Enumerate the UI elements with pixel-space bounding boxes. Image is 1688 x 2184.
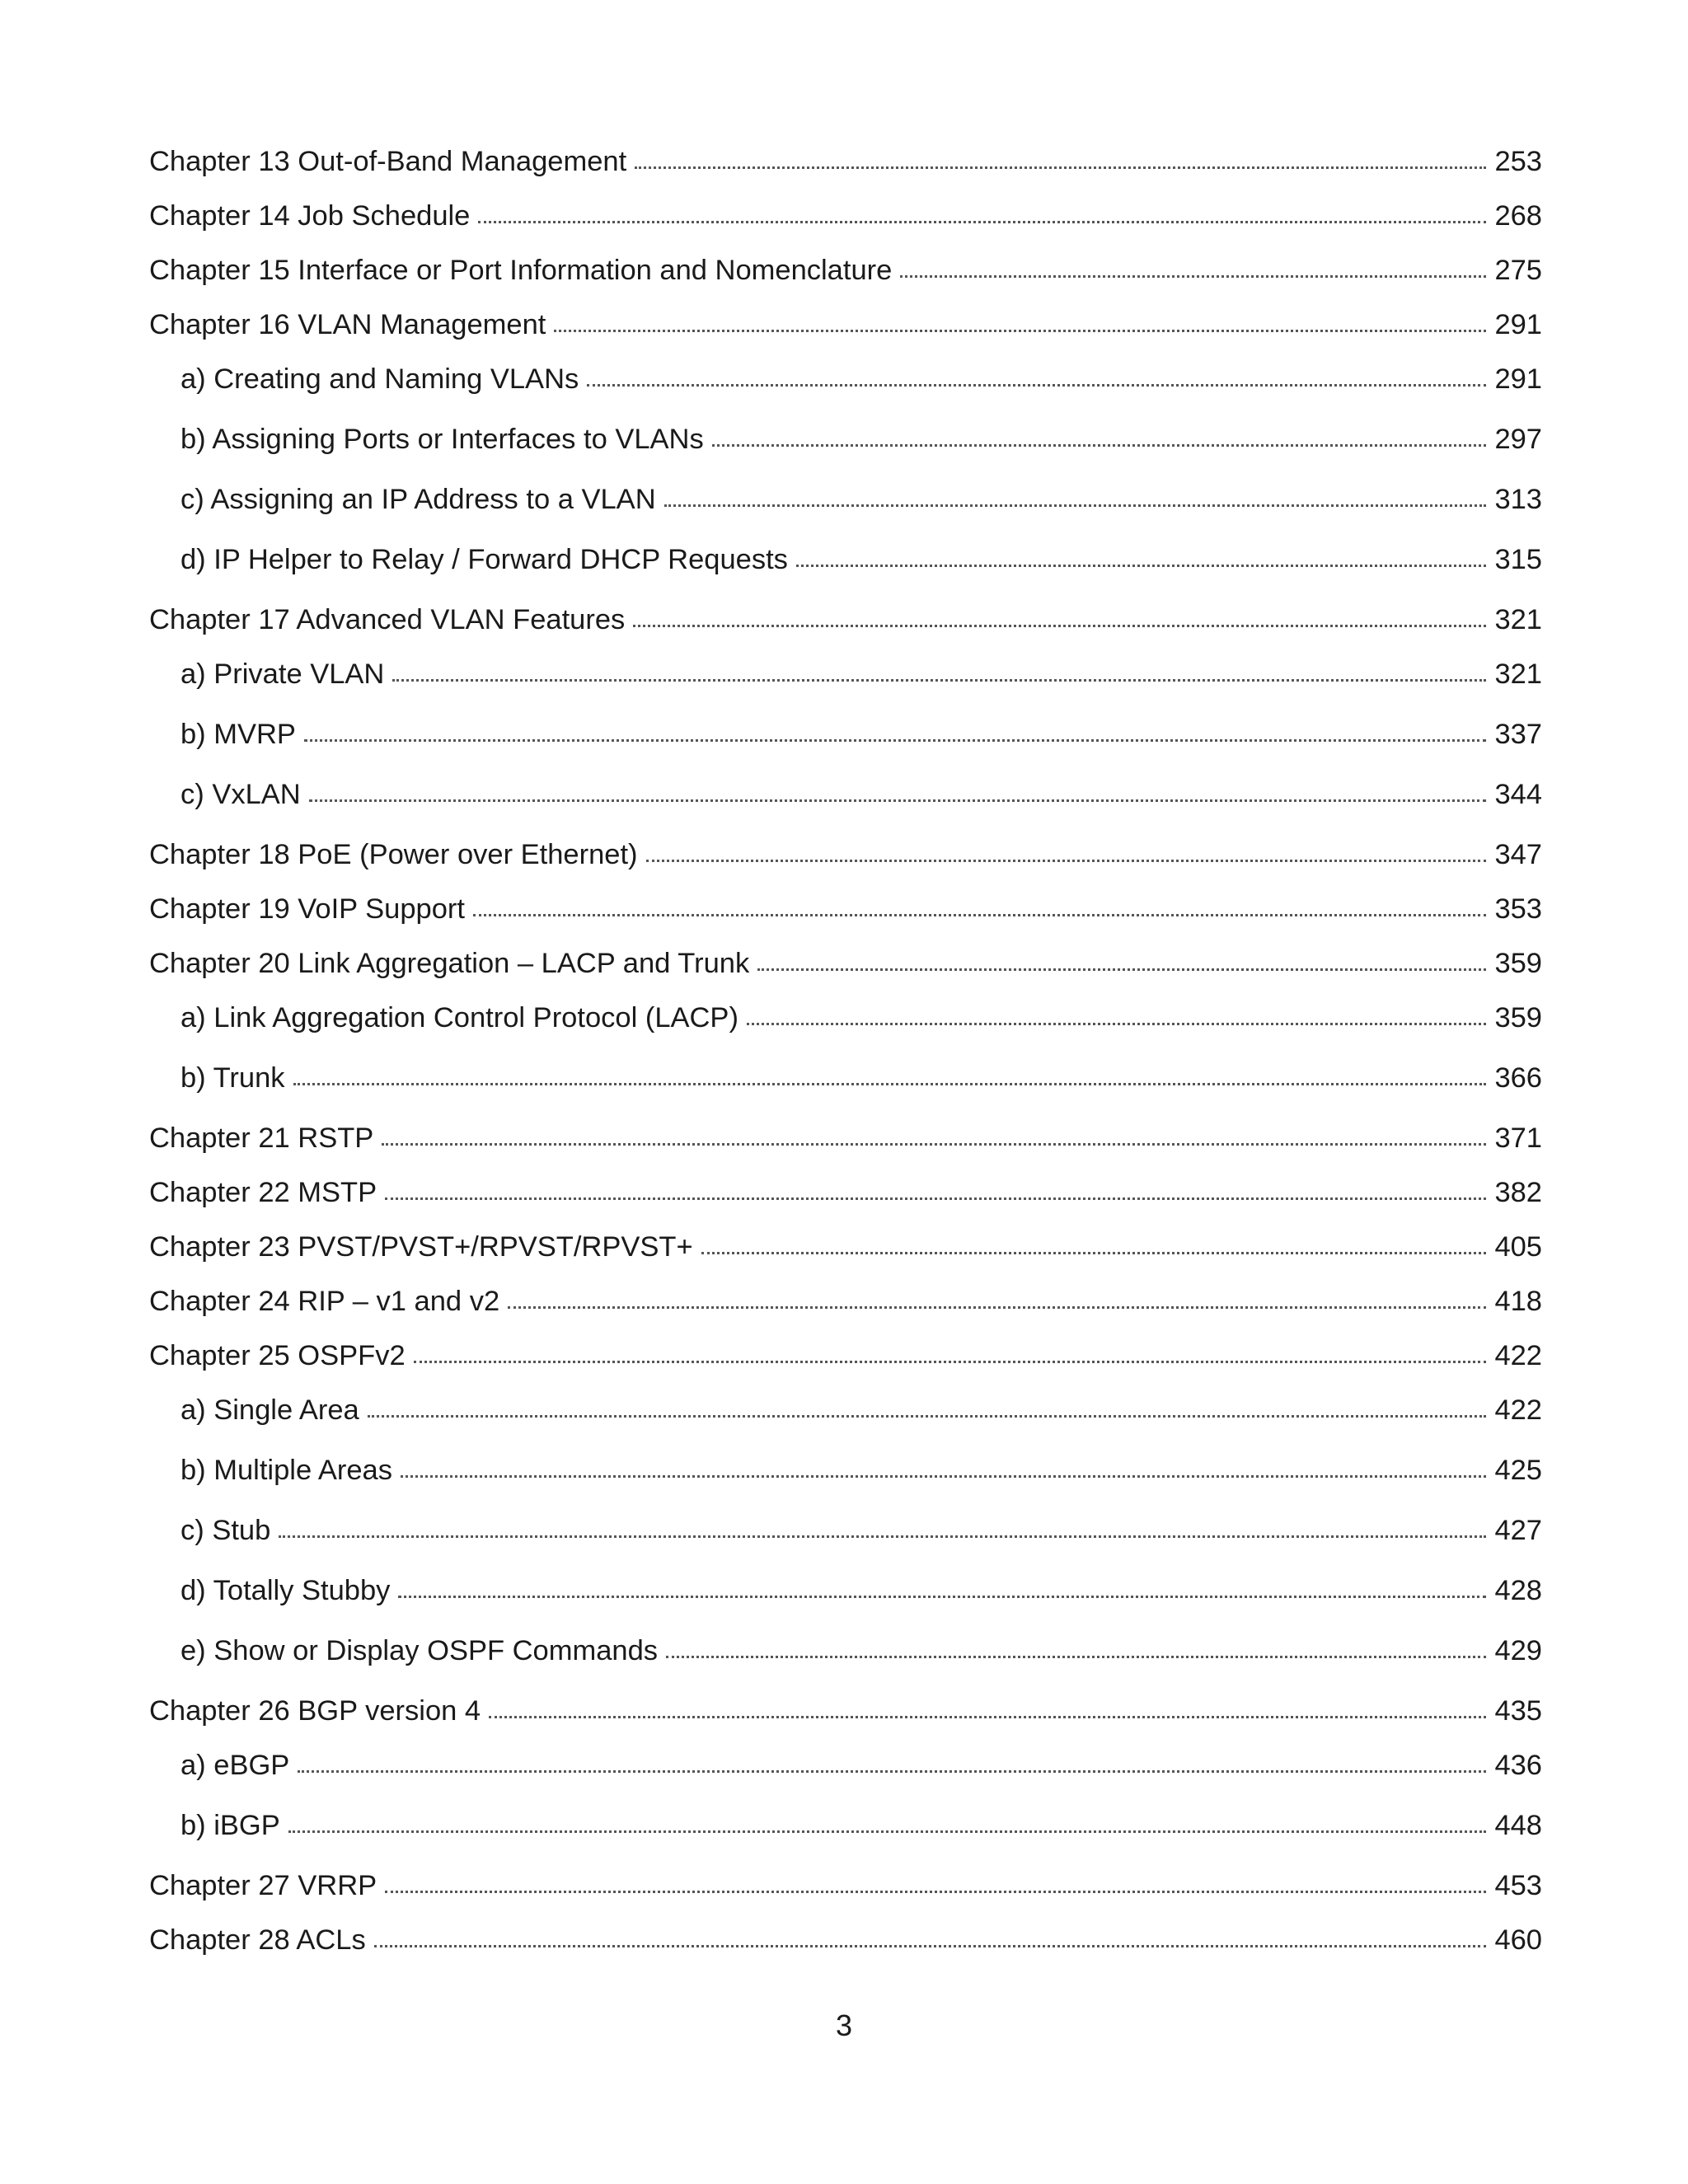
toc-chapter-entry[interactable]	[149, 308, 1542, 363]
toc-chapter-entry[interactable]	[149, 1176, 1542, 1230]
toc-dot-leader	[664, 493, 1487, 507]
toc-entry-page-number: 268	[1494, 200, 1542, 232]
toc-entry-page-number: 321	[1494, 658, 1542, 690]
toc-entry-title: Chapter 17 Advanced VLAN Features	[149, 603, 630, 637]
toc-entry-page-number: 429	[1494, 1635, 1542, 1666]
toc-entry-title: Chapter 24 RIP – v1 and v2	[149, 1285, 504, 1319]
toc-dot-leader	[288, 1819, 1487, 1833]
toc-entry-title: Chapter 15 Interface or Port Information and Nomenclature	[149, 254, 897, 288]
toc-chapter-entry[interactable]	[149, 145, 1542, 199]
toc-dot-leader	[701, 1240, 1487, 1254]
toc-dot-leader	[392, 668, 1486, 682]
toc-chapter-entry[interactable]	[149, 254, 1542, 308]
toc-entry-title: b) Multiple Areas	[181, 1454, 397, 1488]
toc-entry-page-number: 359	[1494, 1002, 1542, 1033]
toc-section-entry[interactable]	[149, 718, 1542, 778]
toc-section-entry[interactable]	[149, 1574, 1542, 1634]
toc-entry-title: b) MVRP	[181, 718, 301, 752]
toc-chapter-entry[interactable]	[149, 1122, 1542, 1176]
toc-section-entry[interactable]	[149, 1634, 1542, 1694]
toc-entry-title: c) Assigning an IP Address to a VLAN	[181, 483, 661, 517]
toc-chapter-entry[interactable]	[149, 1924, 1542, 1978]
toc-entry-title: a) Single Area	[181, 1394, 364, 1427]
toc-entry-page-number: 366	[1494, 1062, 1542, 1094]
toc-dot-leader	[635, 155, 1486, 169]
toc-entry-title: c) VxLAN	[181, 778, 306, 812]
toc-chapter-entry[interactable]	[149, 838, 1542, 893]
toc-entry-page-number: 435	[1494, 1695, 1542, 1727]
toc-entry-title: d) Totally Stubby	[181, 1574, 395, 1608]
toc-section-entry[interactable]	[149, 1001, 1542, 1062]
toc-chapter-entry[interactable]	[149, 893, 1542, 947]
toc-dot-leader	[309, 788, 1487, 802]
toc-entry-title: b) Trunk	[181, 1062, 290, 1095]
toc-section-entry[interactable]	[149, 1062, 1542, 1122]
toc-entry-page-number: 371	[1494, 1122, 1542, 1154]
toc-chapter-entry[interactable]	[149, 1285, 1542, 1339]
toc-chapter-entry[interactable]	[149, 1694, 1542, 1749]
toc-entry-title: Chapter 23 PVST/PVST+/RPVST/RPVST+	[149, 1230, 698, 1264]
toc-entry-page-number: 291	[1494, 363, 1542, 395]
toc-entry-title: d) IP Helper to Relay / Forward DHCP Requests	[181, 543, 793, 577]
toc-dot-leader	[368, 1404, 1487, 1418]
toc-dot-leader	[666, 1644, 1486, 1658]
toc-dot-leader	[382, 1132, 1486, 1146]
toc-chapter-entry[interactable]	[149, 1869, 1542, 1924]
toc-dot-leader	[473, 902, 1486, 916]
toc-entry-page-number: 297	[1494, 424, 1542, 455]
toc-section-entry[interactable]	[149, 543, 1542, 603]
toc-dot-leader	[900, 264, 1486, 278]
toc-dot-leader	[489, 1704, 1486, 1718]
toc-dot-leader	[757, 957, 1486, 971]
toc-entry-page-number: 453	[1494, 1870, 1542, 1901]
toc-section-entry[interactable]	[149, 1514, 1542, 1574]
toc-dot-leader	[646, 848, 1487, 862]
toc-entry-page-number: 422	[1494, 1394, 1542, 1426]
toc-entry-title: Chapter 14 Job Schedule	[149, 199, 475, 233]
toc-entry-title: Chapter 27 VRRP	[149, 1869, 382, 1903]
toc-section-entry[interactable]	[149, 363, 1542, 423]
toc-entry-title: Chapter 13 Out-of-Band Management	[149, 145, 631, 179]
toc-dot-leader	[587, 373, 1486, 387]
toc-section-entry[interactable]	[149, 658, 1542, 718]
toc-entry-title: Chapter 16 VLAN Management	[149, 308, 551, 342]
toc-dot-leader	[401, 1464, 1486, 1478]
toc-entry-title: b) iBGP	[181, 1809, 285, 1843]
toc-dot-leader	[712, 433, 1487, 447]
toc-entry-page-number: 418	[1494, 1286, 1542, 1317]
toc-dot-leader	[747, 1011, 1487, 1025]
toc-entry-page-number: 359	[1494, 948, 1542, 979]
toc-entry-title: a) eBGP	[181, 1749, 294, 1783]
toc-entry-page-number: 382	[1494, 1177, 1542, 1208]
toc-dot-leader	[796, 553, 1487, 567]
toc-dot-leader	[554, 318, 1486, 332]
toc-dot-leader	[633, 613, 1486, 627]
toc-section-entry[interactable]	[149, 1454, 1542, 1514]
page-number: 3	[835, 2008, 853, 2042]
toc-section-entry[interactable]	[149, 1809, 1542, 1869]
toc-dot-leader	[293, 1071, 1487, 1085]
toc-section-entry[interactable]	[149, 1749, 1542, 1809]
toc-dot-leader	[374, 1933, 1487, 1947]
toc-entry-page-number: 353	[1494, 893, 1542, 925]
toc-entry-page-number: 291	[1494, 309, 1542, 340]
toc-entry-page-number: 436	[1494, 1750, 1542, 1781]
toc-entry-page-number: 448	[1494, 1810, 1542, 1841]
toc-chapter-entry[interactable]	[149, 603, 1542, 658]
toc-chapter-entry[interactable]	[149, 199, 1542, 254]
toc-dot-leader	[385, 1879, 1486, 1893]
toc-section-entry[interactable]	[149, 483, 1542, 543]
toc-entry-title: Chapter 25 OSPFv2	[149, 1339, 410, 1373]
toc-entry-title: a) Creating and Naming VLANs	[181, 363, 584, 396]
toc-dot-leader	[508, 1295, 1486, 1309]
toc-dot-leader	[385, 1186, 1486, 1200]
toc-entry-page-number: 313	[1494, 484, 1542, 515]
table-of-contents	[149, 145, 1542, 1978]
toc-entry-page-number: 422	[1494, 1340, 1542, 1371]
toc-section-entry[interactable]	[149, 1394, 1542, 1454]
toc-dot-leader	[398, 1584, 1486, 1598]
toc-entry-page-number: 425	[1494, 1455, 1542, 1486]
toc-entry-title: b) Assigning Ports or Interfaces to VLANs	[181, 423, 709, 457]
toc-section-entry[interactable]	[149, 778, 1542, 838]
toc-dot-leader	[304, 728, 1487, 742]
toc-chapter-entry[interactable]	[149, 947, 1542, 1001]
toc-entry-title: Chapter 28 ACLs	[149, 1924, 371, 1957]
toc-entry-title: Chapter 18 PoE (Power over Ethernet)	[149, 838, 643, 872]
toc-entry-title: Chapter 19 VoIP Support	[149, 893, 470, 926]
toc-entry-page-number: 427	[1494, 1515, 1542, 1546]
toc-entry-title: Chapter 26 BGP version 4	[149, 1694, 485, 1728]
toc-dot-leader	[414, 1349, 1487, 1363]
toc-entry-title: a) Link Aggregation Control Protocol (LACP)	[181, 1001, 743, 1035]
toc-entry-page-number: 315	[1494, 544, 1542, 575]
toc-entry-title: a) Private VLAN	[181, 658, 389, 691]
toc-dot-leader	[478, 209, 1486, 223]
toc-dot-leader	[279, 1524, 1486, 1538]
toc-chapter-entry[interactable]	[149, 1339, 1542, 1394]
toc-entry-title: Chapter 21 RSTP	[149, 1122, 378, 1155]
toc-entry-title: c) Stub	[181, 1514, 275, 1548]
toc-entry-title: Chapter 20 Link Aggregation – LACP and Trunk	[149, 947, 754, 981]
toc-entry-page-number: 321	[1494, 604, 1542, 635]
toc-entry-page-number: 253	[1494, 146, 1542, 177]
toc-chapter-entry[interactable]	[149, 1230, 1542, 1285]
toc-entry-page-number: 337	[1494, 719, 1542, 750]
toc-entry-page-number: 344	[1494, 779, 1542, 810]
toc-entry-page-number: 275	[1494, 255, 1542, 286]
toc-section-entry[interactable]	[149, 423, 1542, 483]
toc-entry-page-number: 428	[1494, 1575, 1542, 1606]
toc-entry-page-number: 347	[1494, 839, 1542, 870]
toc-entry-page-number: 460	[1494, 1924, 1542, 1956]
toc-entry-page-number: 405	[1494, 1231, 1542, 1263]
toc-entry-title: e) Show or Display OSPF Commands	[181, 1634, 663, 1668]
toc-entry-title: Chapter 22 MSTP	[149, 1176, 382, 1210]
toc-dot-leader	[298, 1759, 1486, 1773]
